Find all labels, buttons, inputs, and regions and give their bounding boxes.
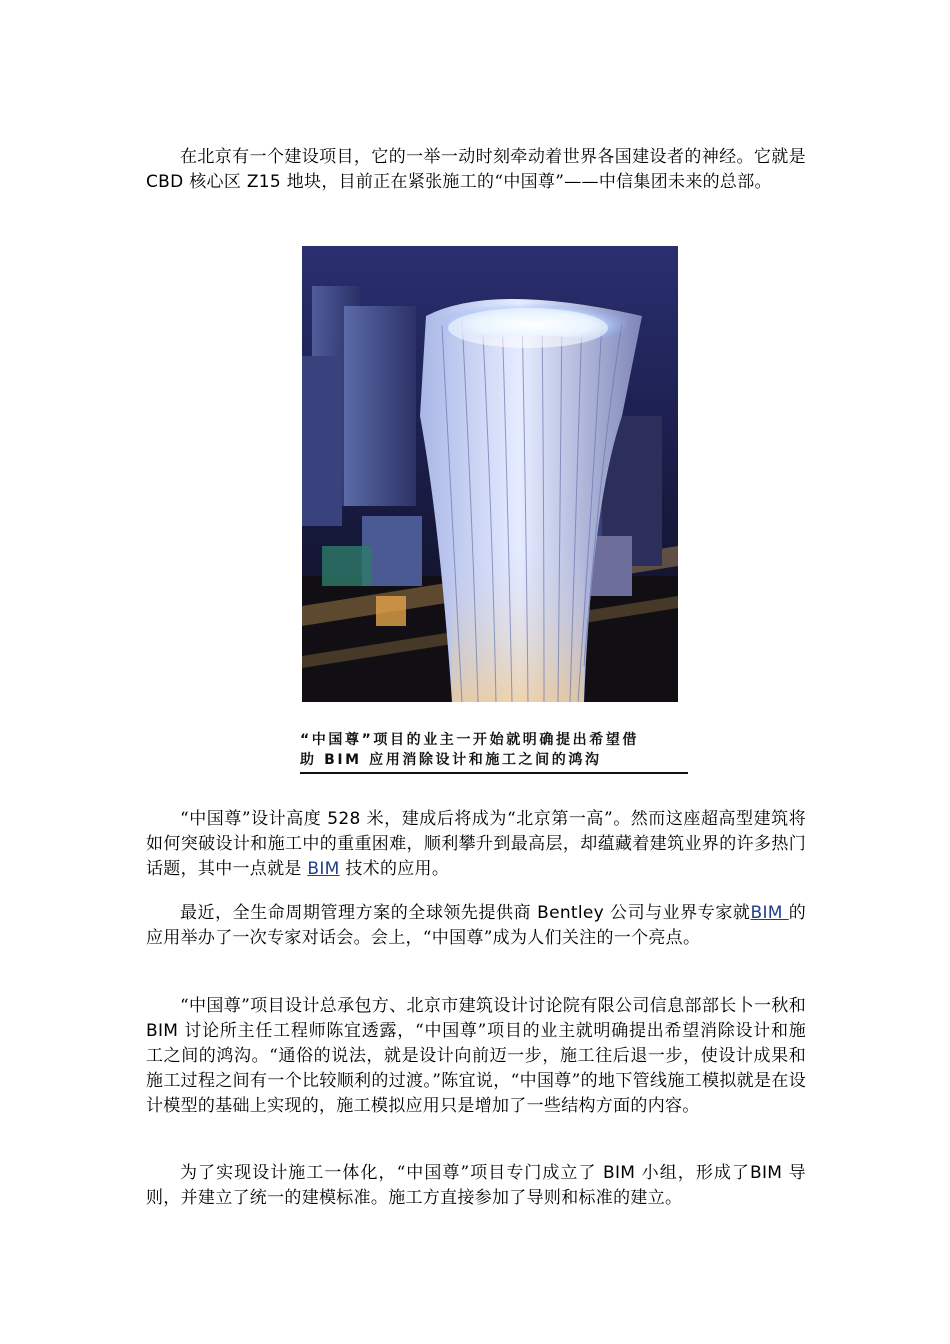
text-run: BIM (146, 1021, 179, 1041)
text-run: 528 (327, 809, 361, 829)
text-run: 米，建成后将成为“北京第一高”。然而这座超高型建筑将如何突破设计和施工中的重重困难，顺利攀升到最高层，却蕴藏着建筑业界的许多热门话题，其中一点就是 (146, 809, 806, 879)
text-run: BIM (602, 1163, 636, 1183)
bim-link[interactable]: BIM (307, 859, 340, 879)
tower-rendering-image (302, 246, 678, 702)
paragraph-intro (146, 145, 806, 195)
text-run: Bentley (537, 903, 605, 923)
text-run: 技术的应用。 (339, 859, 450, 879)
text-run: 导则，并建立了统一的建模标准。施工方直接参加了导则和标准的建立。 (146, 1163, 806, 1208)
figure-caption (300, 730, 690, 770)
text-run: 为了实现设计施工一体化，“中国尊”项目专门成立了 (180, 1163, 603, 1183)
text-run: “中国尊”项目设计总承包方、北京市建筑设计讨论院有限公司信息部部长卜一秋和 (180, 996, 806, 1016)
text-run: 小组，形成了 (635, 1163, 750, 1183)
bim-link[interactable]: BIM (750, 903, 789, 923)
caption-line: “中国尊”项目的业主一开始就明确提出希望借 (300, 732, 640, 748)
paragraph-height (146, 807, 806, 882)
text-run: 核心区 (183, 172, 247, 192)
text-run: BIM (749, 1163, 783, 1183)
caption-line: 助 BIM 应用消除设计和施工之间的鸿沟 (300, 752, 602, 768)
text-run: 的应用举办了一次专家对话会。会上，“中国尊”成为人们关注的一个亮点。 (146, 903, 807, 948)
text-run: “中国尊”设计高度 (180, 809, 328, 829)
text-run: 最近，全生命周期管理方案的全球领先提供商 (180, 903, 538, 923)
text-run: Z15 (246, 172, 282, 192)
paragraph-integration (146, 1161, 806, 1211)
text-run: 地块，目前正在紧张施工的“中国尊”——中信集团未来的总部。 (281, 172, 772, 192)
paragraph-bentley (146, 901, 806, 951)
text-run: 在北京有一个建设项目，它的一举一动时刻牵动着世界各国建设者的神经。它就是 (180, 147, 806, 167)
caption-divider (300, 772, 688, 774)
text-run: CBD (146, 172, 184, 192)
text-run: 公司与业界专家就 (604, 903, 751, 923)
text-run: 讨论所主任工程师陈宜透露，“中国尊”项目的业主就明确提出希望消除设计和施工之间的鸿沟。“通俗的说法，就是设计向前迈一步，施工往后退一步，使设计成果和施工过程之间有一个比较顺利的过渡。”陈宜说，“中国尊”的地下管线施工模拟就是在设计模型的基础上实现的，施工模拟应用只是增加了一些结构方面的内容。 (146, 1021, 806, 1116)
paragraph-design-institute (146, 994, 806, 1119)
